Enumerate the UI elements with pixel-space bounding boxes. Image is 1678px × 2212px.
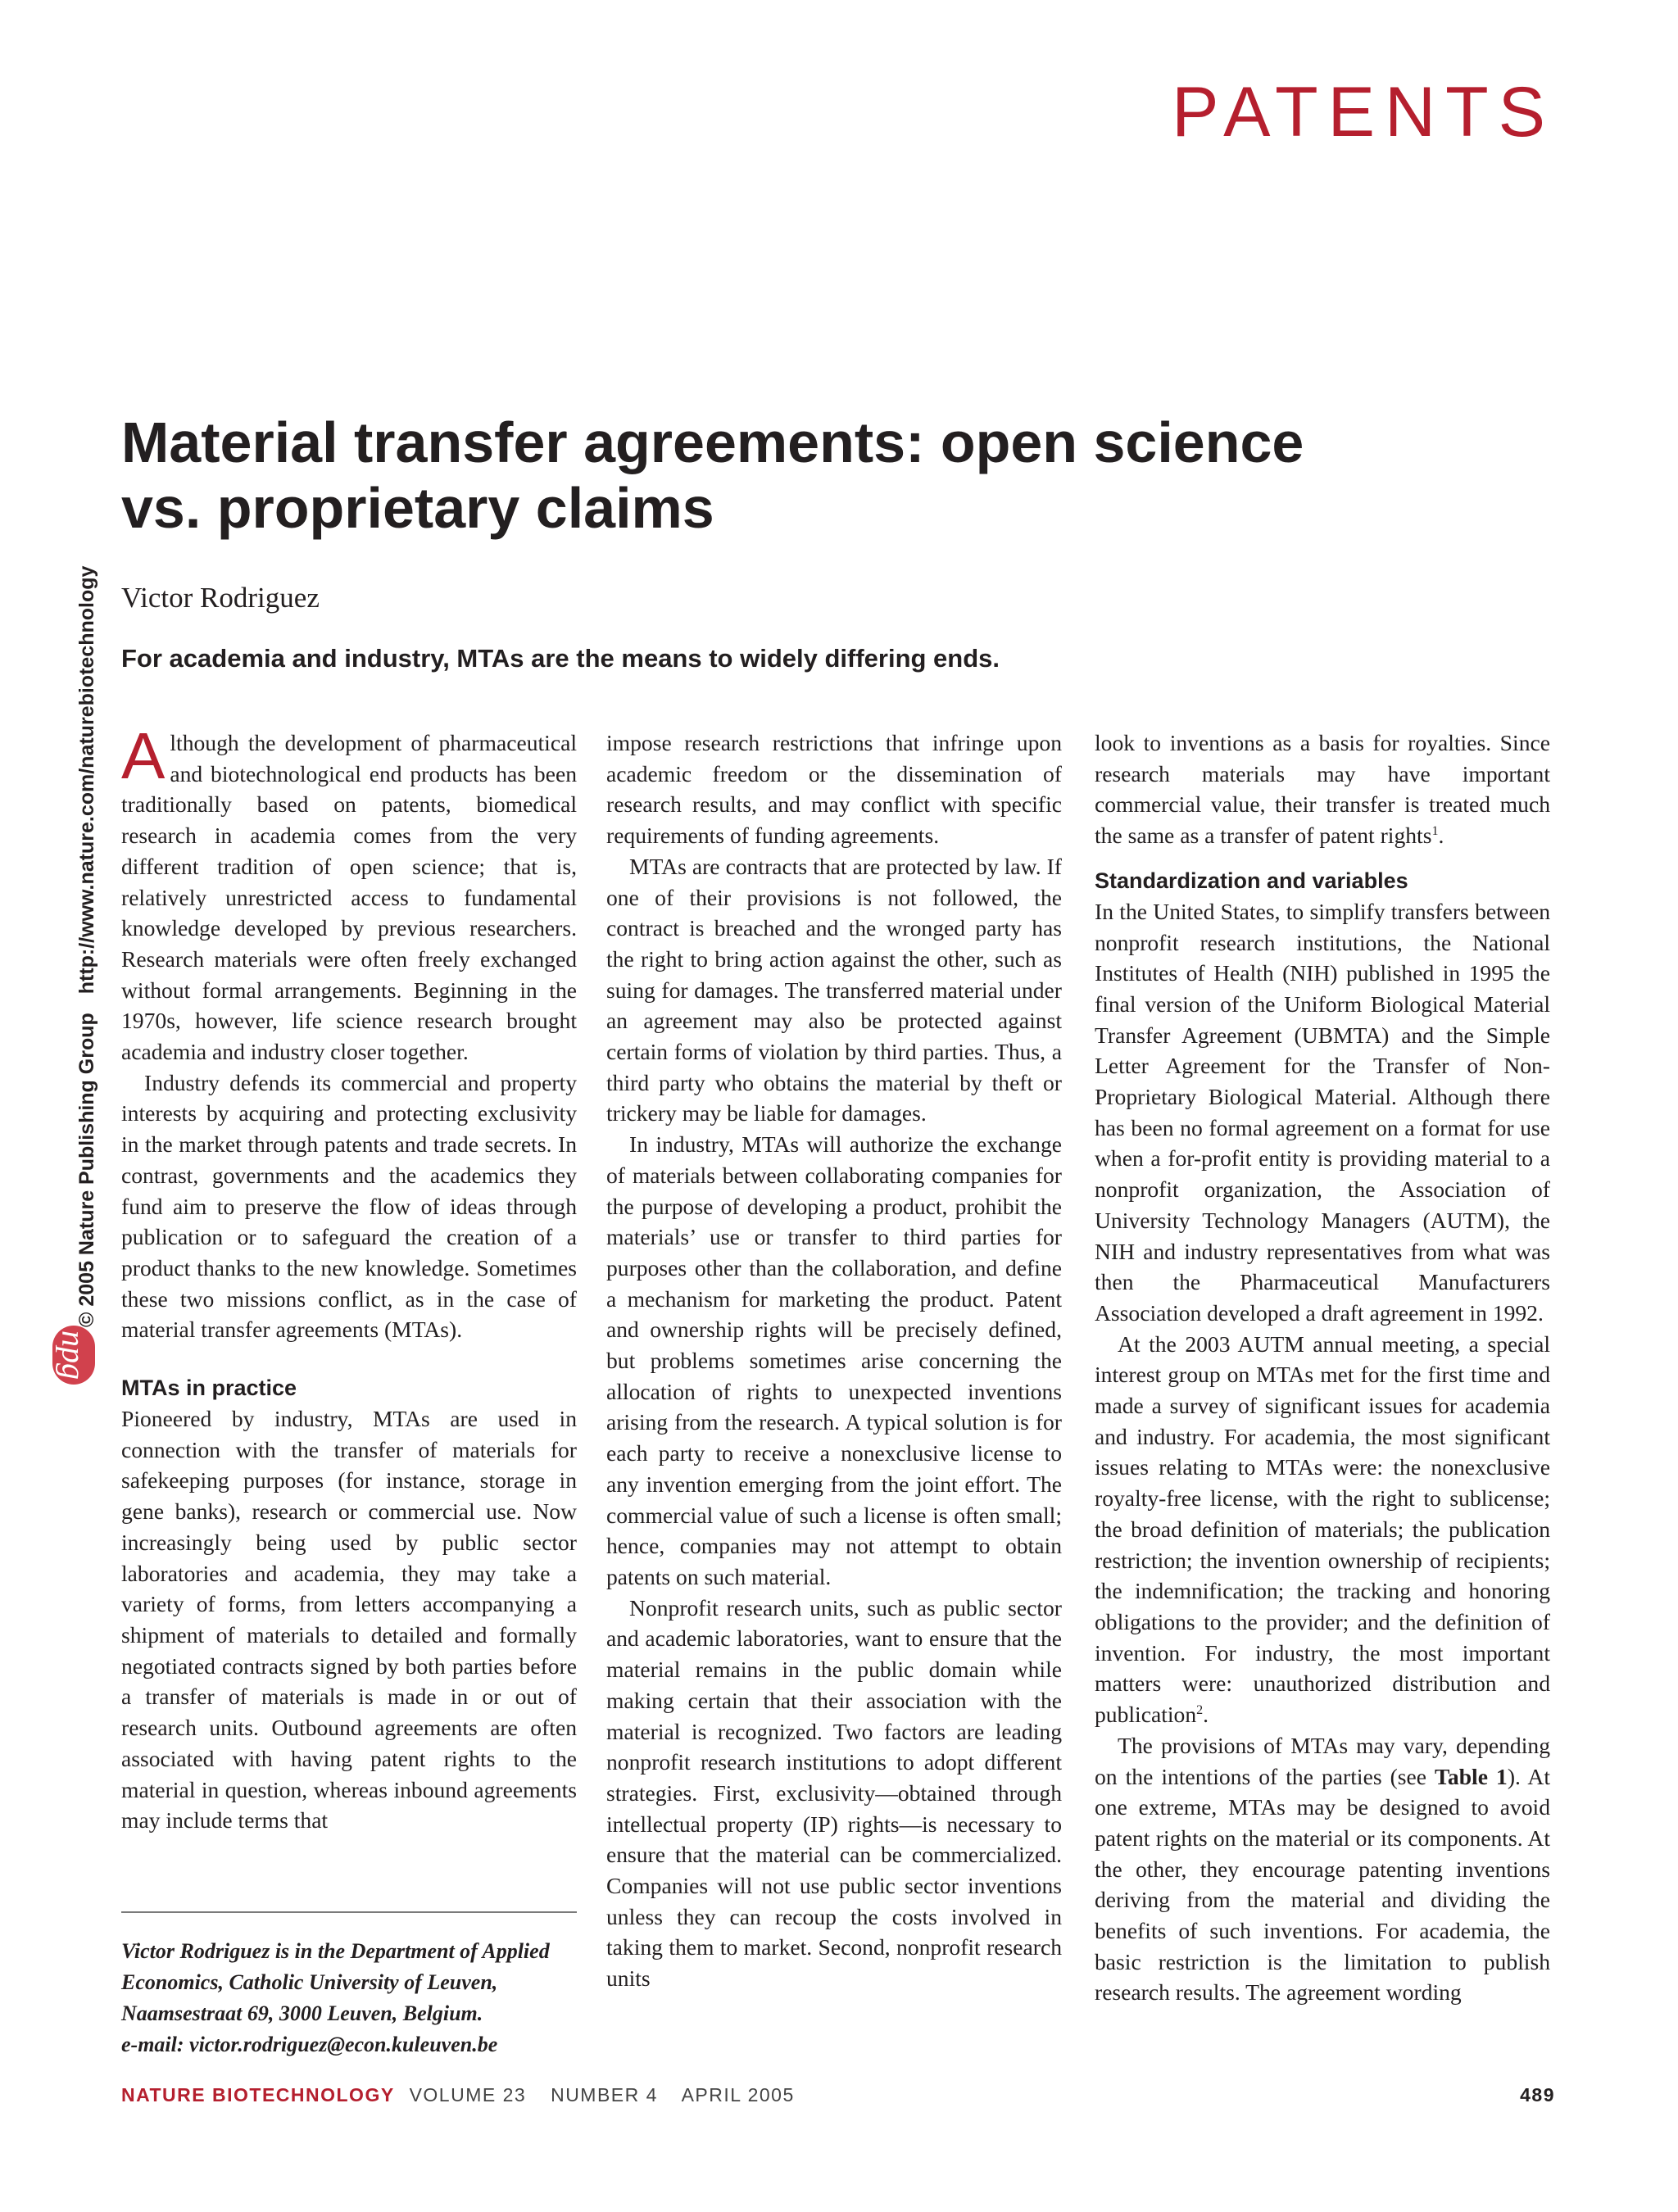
issue-number: NUMBER 4 [551,2084,658,2105]
affiliation-line: Naamsestraat 69, 3000 Leuven, Belgium. [121,2001,483,2025]
paragraph-text: lthough the development of pharmaceutical and biotechnological end products has been traditionally based on patents, biomedical research in academia comes from the very different tradition of open science; that is, relatively unrestricted access to fundamental knowledge developed by previous researchers. Research materials were often freely exchanged without formal arrangements. Beginning in the 1970s, however, life science research brought academia and industry closer together. [121,730,577,1065]
issue-date: APRIL 2005 [681,2084,795,2105]
paragraph: Industry defends its commercial and property interests by acquiring and protecting exclusivity in the market through patents and trade secrets. In contrast, governments and the academics they fund aim to preserve the flow of ideas through publication or to safeguard the creation of a product thanks to the new knowledge. Sometimes these two missions conflict, as in the case of material transfer agreements (MTAs). [121,1069,577,1343]
table-1-link[interactable]: Table 1 [1435,1763,1508,1789]
affiliation-line: Economics, Catholic University of Leuven, [121,1970,498,1994]
paragraph: In the United States, to simplify transfers between nonprofit research institutions, the National Institutes of Health (NIH) published in 1995 the final version of the Uniform Biological Material Transfer Agreement (UBMTA) and the Simple Letter Agreement for the Transfer of Non-Proprietary Biological Material. Although there has been no formal agreement on a format for use when a for-profit entity is providing material to a nonprofit organization, the Association of University Technology Managers (AUTM), the NIH and industry representatives from what was then the Pharmaceutical Manufacturers Association developed a draft agreement in 1992. [1095,898,1550,1326]
section-header: PATENTS [1172,73,1555,152]
author-affiliation [121,1911,577,2060]
author-name: Victor Rodriguez [121,582,320,614]
paragraph-text: ). At one extreme, MTAs may be designed to avoid patent rights on the material or its components. At the other, they encourage patenting inventions deriving from the material and dividing the benefits of such inventions. For academia, the basic restriction is the limitation to publish research results. The agreement wording [1095,1763,1551,2006]
paragraph [1095,728,1550,851]
page-number: 489 [1520,2084,1555,2105]
npg-logo [52,1326,95,1385]
paragraph: Nonprofit research units, such as public sector and academic laboratories, want to ensure that the material remains in the public domain while making certain that their association with the material is recognized. Two factors are leading nonprofit research institutions to adopt different strategies. First, exclusivity—obtained through intellectual property (IP) rights—is necessary to ensure that the material can be commercialized. Companies will not use public sector inventions unless they can recoup the costs involved in taking them to market. Second, nonprofit research units [606,1594,1062,1992]
column-2 [606,728,1062,1994]
volume: VOLUME 23 [409,2084,527,2105]
drop-cap: A [121,719,166,792]
journal-name: NATURE BIOTECHNOLOGY [121,2084,395,2105]
affiliation-line: Victor Rodriguez is in the Department of Applied [121,1939,550,1963]
npg-logo-text: npg [55,1330,93,1380]
author-email[interactable]: e-mail: victor.rodriguez@econ.kuleuven.be [121,2033,498,2056]
paragraph: impose research restrictions that infringe upon academic freedom or the dissemination of research results, and may conflict with specific requirements of funding agreements. [606,730,1062,849]
punctuation: . [1203,1702,1209,1728]
column-1 [121,719,577,1836]
paragraph-text: look to inventions as a basis for royalties. Since research materials may have important commercial value, their transfer is treated much the same as a transfer of patent rights [1095,730,1550,849]
page-footer [121,2084,1555,2106]
subheading-mtas-in-practice: MTAs in practice [121,1376,297,1401]
journal-url-link[interactable]: http://www.nature.com/naturebiotechnology [75,565,98,995]
paragraph: Pioneered by industry, MTAs are used in connection with the transfer of materials for safekeeping purposes (for instance, storage in gene banks), research or commercial use. Now increasingly being used by public sector laboratories and academia, they may take a variety of forms, from letters accompanying a shipment of materials to detailed and formally negotiated contracts signed by both parties before a transfer of materials is made in or out of research units. Outbound agreements are often associated with having patent rights to the material in question, whereas inbound agreements may include terms that [121,1406,577,1834]
column-3 [1095,728,1550,2008]
paragraph: MTAs are contracts that are protected by law. If one of their provisions is not followed, the contract is breached and the wronged party has the right to bring action against the other, such as suing for damages. The transferred material under an agreement may also be protected against certain forms of violation by third parties. Thus, a third party who obtains the material by theft or trickery may be liable for damages. [606,853,1062,1126]
paragraph [1095,1329,1550,1730]
paragraph-text: At the 2003 AUTM annual meeting, a special interest group on MTAs met for the first time and made a survey of significant issues for academia and industry. For academia, the most significant issues relating to MTAs were: the nonexclusive royalty-free license, with the right to sublicense; the broad definition of materials; the publication restriction; the invention ownership of recipients; the indemnification; the tracking and honoring obligations to the provider; and the definition of invention. For industry, the most important matters were: unauthorized distribution and publication [1095,1330,1550,1728]
reference-2[interactable]: 2 [1196,1702,1204,1717]
article-title: Material transfer agreements: open science vs. proprietary claims [121,410,1304,540]
subheading-standardization: Standardization and variables [1095,868,1408,893]
punctuation: . [1438,823,1444,849]
paragraph [1095,1730,1550,2008]
issue-info [410,2084,813,2105]
paragraph: In industry, MTAs will authorize the exchange of materials between collaborating companies for the purpose of developing a product, prohibit the materials’ use or transfer to third parties for purposes other than the collaboration, and define a mechanism for marketing the product. Patent and ownership rights will be precisely defined, but problems sometimes arise concerning the allocation of rights to unexpected inventions arising from the research. A typical solution is for each party to receive a nonexclusive license to any invention emerging from the joint effort. The commercial value of such a license is often small; hence, companies may not attempt to obtain patents on such material. [606,1131,1062,1589]
paragraph [121,719,577,1067]
copyright-strip [75,410,108,1327]
reference-1[interactable]: 1 [1431,823,1439,838]
paragraph-text: The provisions of MTAs may vary, depending on the intentions of the parties (see [1095,1732,1550,1789]
copyright-text: © 2005 Nature Publishing Group [75,1013,98,1327]
standfirst: For academia and industry, MTAs are the means to widely differing ends. [121,644,1000,673]
